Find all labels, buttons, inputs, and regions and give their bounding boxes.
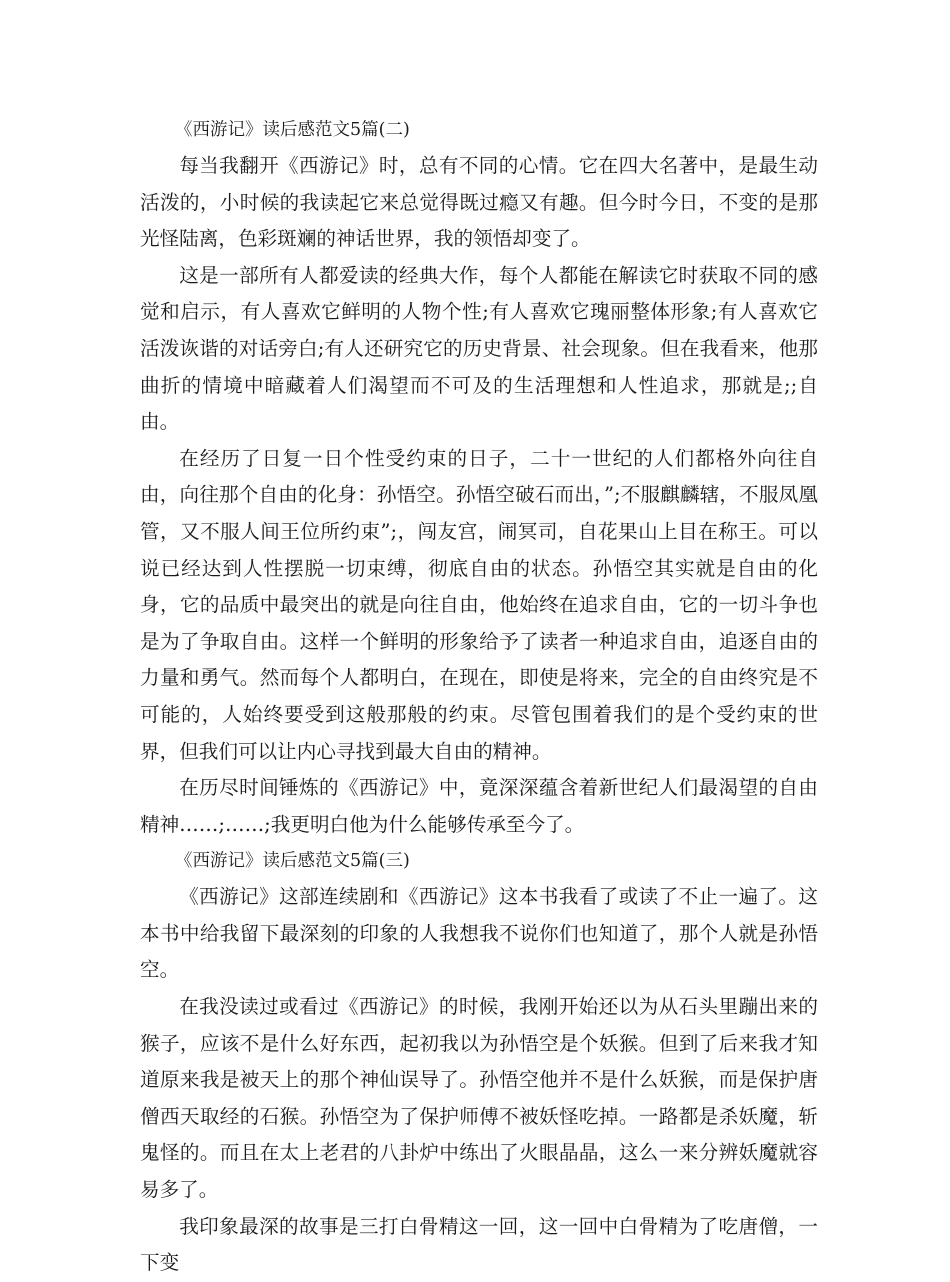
paragraph: 在我没读过或看过《西游记》的时候，我刚开始还以为从石头里蹦出来的猴子，应该不是什么好东西，起初我以为孙悟空是个妖猴。但到了后来我才知道原来我是被天上的那个神仙误导了。孙悟空他并不是什么妖猴，而是保护唐僧西天取经的石猴。孙悟空为了保护师傅不被妖怪吃掉。一路都是杀妖魔，斩鬼怪的。而且在太上老君的八卦炉中练出了火眼晶晶，这么一来分辨妖魔就容易多了。 bbox=[140, 995, 818, 1202]
document-page bbox=[140, 112, 818, 1282]
section-heading: 《西游记》读后感范文5篇(三) bbox=[175, 851, 410, 872]
section-heading: 《西游记》读后感范文5篇(二) bbox=[175, 120, 410, 140]
paragraph: 我印象最深的故事是三打白骨精这一回，这一回中白骨精为了吃唐僧，一下变 bbox=[140, 1214, 818, 1275]
essay-section-3 bbox=[140, 843, 818, 1282]
paragraph: 《西游记》这部连续剧和《西游记》这本书我看了或读了不止一遍了。这本书中给我留下最深刻的印象的人我想我不说你们也知道了，那个人就是孙悟空。 bbox=[140, 885, 818, 982]
essay-section-2 bbox=[140, 112, 818, 843]
paragraph: 在历尽时间锤炼的《西游记》中，竟深深蕴含着新世纪人们最渴望的自由精神……;……;我更明白他为什么能够传承至今了。 bbox=[140, 776, 818, 836]
paragraph: 每当我翻开《西游记》时，总有不同的心情。它在四大名著中，是最生动活泼的，小时候的我读起它来总觉得既过瘾又有趣。但今时今日，不变的是那光怪陆离，色彩斑斓的神话世界，我的领悟却变了。 bbox=[140, 154, 818, 251]
paragraph: 这是一部所有人都爱读的经典大作，每个人都能在解读它时获取不同的感觉和启示，有人喜欢它鲜明的人物个性;有人喜欢它瑰丽整体形象;有人喜欢它活泼诙谐的对话旁白;有人还研究它的历史背景、社会现象。但在我看来，他那曲折的情境中暗藏着人们渴望而不可及的生活理想和人性追求，那就是;;自由。 bbox=[140, 263, 818, 434]
paragraph: 在经历了日复一日个性受约束的日子，二十一世纪的人们都格外向往自由，向往那个自由的化身：孙悟空。孙悟空破石而出，”;不服麒麟辖，不服凤凰管，又不服人间王位所约束”;，闯友宫，闹冥司，自花果山上目在称王。可以说已经达到人性摆脱一切束缚，彻底自由的状态。孙悟空其实就是自由的化身，它的品质中最突出的就是向往自由，他始终在追求自由，它的一切斗争也是为了争取自由。这样一个鲜明的形象给予了读者一种追求自由，追逐自由的力量和勇气。然而每个人都明白，在现在，即使是将来，完全的自由终究是不可能的，人始终要受到这般那般的约束。尽管包围着我们的是个受约束的世界，但我们可以让内心寻找到最大自由的精神。 bbox=[140, 446, 818, 763]
